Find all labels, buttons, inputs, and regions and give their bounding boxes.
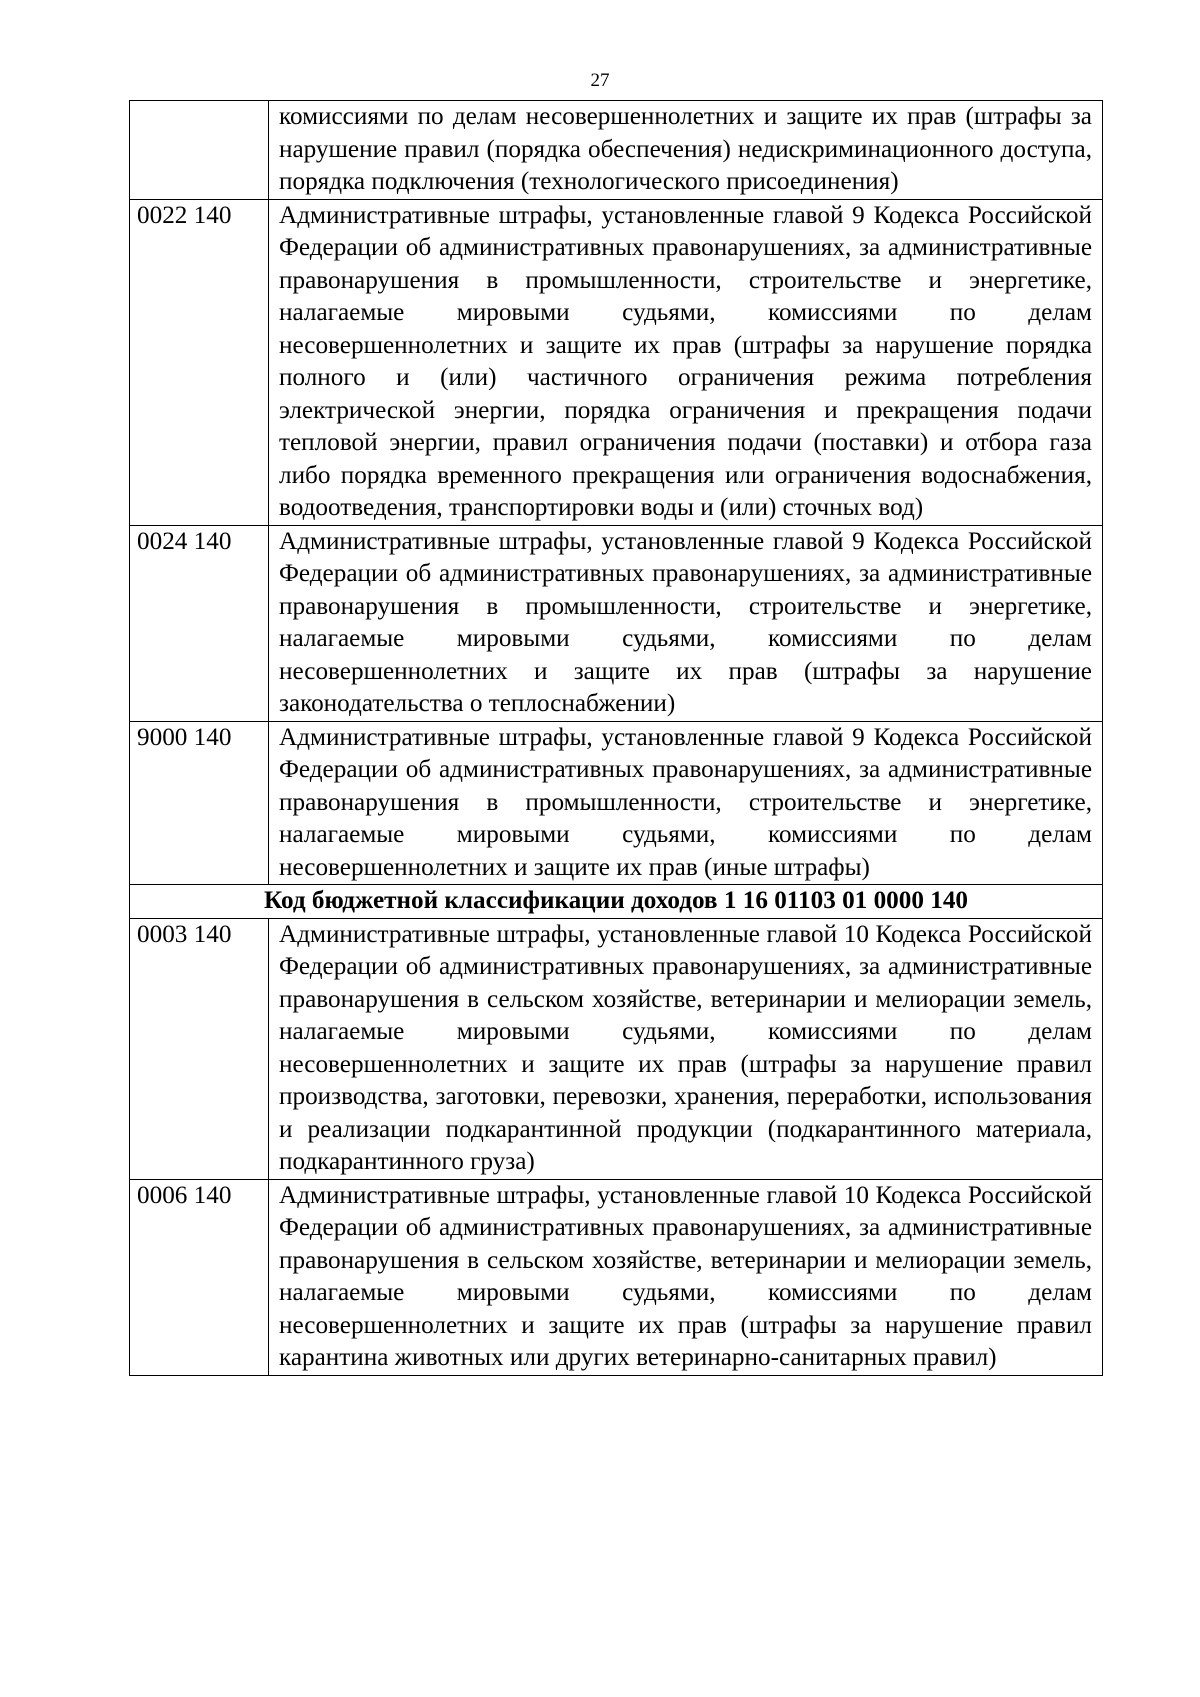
description-cell: Административные штрафы, установленные главой 10 Кодекса Российской Федерации об административных правонарушениях, за административные правонарушения в сельском хозяйстве, ветеринарии и мелиорации земель, налагаемые мировыми судьями, комиссиями по делам несовершеннолетних и защите их прав (штрафы за нарушение правил карантина животных или других ветеринарно-санитарных правил) xyxy=(269,1179,1103,1375)
description-cell: Административные штрафы, установленные главой 9 Кодекса Российской Федерации об административных правонарушениях, за административные правонарушения в промышленности, строительстве и энергетике, налагаемые мировыми судьями, комиссиями по делам несовершеннолетних и защите их прав (иные штрафы) xyxy=(269,721,1103,885)
table-row xyxy=(130,721,1103,885)
table-row xyxy=(130,199,1103,525)
description-cell: Административные штрафы, установленные главой 9 Кодекса Российской Федерации об административных правонарушениях, за административные правонарушения в промышленности, строительстве и энергетике, налагаемые мировыми судьями, комиссиями по делам несовершеннолетних и защите их прав (штрафы за нарушение порядка полного и (или) частичного ограничения режима потребления электрической энергии, порядка ограничения и прекращения подачи тепловой энергии, правил ограничения подачи (поставки) и отбора газа либо порядка временного прекращения или ограничения водоснабжения, водоотведения, транспортировки воды и (или) сточных вод) xyxy=(269,199,1103,525)
code-cell: 0022 140 xyxy=(130,199,269,525)
table-row xyxy=(130,1179,1103,1375)
section-heading: Код бюджетной классификации доходов 1 16 01103 01 0000 140 xyxy=(130,885,1103,919)
budget-codes-table xyxy=(129,100,1103,1376)
code-cell: 0003 140 xyxy=(130,918,269,1179)
table-row xyxy=(130,101,1103,200)
description-cell: комиссиями по делам несовершеннолетних и защите их прав (штрафы за нарушение правил (порядка обеспечения) недискриминационного доступа, порядка подключения (технологического присоединения) xyxy=(269,101,1103,200)
table-row xyxy=(130,525,1103,721)
code-cell: 0006 140 xyxy=(130,1179,269,1375)
table-section-heading-row xyxy=(130,885,1103,919)
page-number: 27 xyxy=(590,70,610,91)
table-row xyxy=(130,918,1103,1179)
description-cell: Административные штрафы, установленные главой 9 Кодекса Российской Федерации об административных правонарушениях, за административные правонарушения в промышленности, строительстве и энергетике, налагаемые мировыми судьями, комиссиями по делам несовершеннолетних и защите их прав (штрафы за нарушение законодательства о теплоснабжении) xyxy=(269,525,1103,721)
code-cell xyxy=(130,101,269,200)
code-cell: 0024 140 xyxy=(130,525,269,721)
code-cell: 9000 140 xyxy=(130,721,269,885)
description-cell: Административные штрафы, установленные главой 10 Кодекса Российской Федерации об административных правонарушениях, за административные правонарушения в сельском хозяйстве, ветеринарии и мелиорации земель, налагаемые мировыми судьями, комиссиями по делам несовершеннолетних и защите их прав (штрафы за нарушение правил производства, заготовки, перевозки, хранения, переработки, использования и реализации подкарантинной продукции (подкарантинного материала, подкарантинного груза) xyxy=(269,918,1103,1179)
